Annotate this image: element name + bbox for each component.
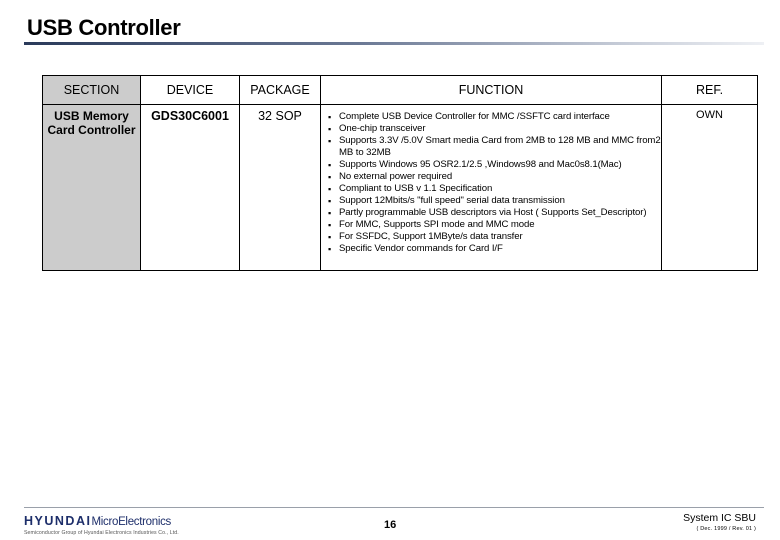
feature-item: ▪ Support 12Mbits/s "full speed" serial data transmission bbox=[339, 195, 661, 207]
logo-brand: HYUNDAI bbox=[24, 514, 92, 528]
product-table bbox=[42, 75, 758, 271]
feature-item: ▪ Partly programmable USB descriptors via Host ( Supports Set_Descriptor) bbox=[339, 207, 661, 219]
revision-date: ( Dec. 1999 / Rev. 01 ) bbox=[696, 526, 756, 532]
feature-item: ▪ Specific Vendor commands for Card I/F bbox=[339, 243, 661, 255]
function-cell bbox=[321, 105, 662, 271]
section-cell bbox=[43, 105, 141, 271]
feature-list bbox=[327, 111, 661, 255]
column-header-section: SECTION bbox=[43, 76, 141, 105]
logo-division: MicroElectronics bbox=[91, 516, 172, 528]
section-name-line1: USB Memory bbox=[54, 109, 129, 123]
feature-item: ▪ One-chip transceiver bbox=[339, 123, 661, 135]
page-number: 16 bbox=[384, 519, 397, 531]
device-cell: GDS30C6001 bbox=[141, 105, 240, 271]
footer-department bbox=[683, 512, 756, 534]
logo-tagline: Semiconductor Group of Hyundai Electronics Industries Co., Ltd. bbox=[24, 530, 179, 536]
table-row bbox=[43, 105, 758, 271]
footer-divider bbox=[24, 507, 764, 508]
ref-cell: OWN bbox=[662, 105, 758, 271]
feature-item: ▪ For MMC, Supports SPI mode and MMC mode bbox=[339, 219, 661, 231]
column-header-device: DEVICE bbox=[141, 76, 240, 105]
table-header-row bbox=[43, 76, 758, 105]
section-name-line2: Card Controller bbox=[47, 123, 136, 137]
column-header-function: FUNCTION bbox=[321, 76, 662, 105]
feature-item: ▪ No external power required bbox=[339, 171, 661, 183]
column-header-package: PACKAGE bbox=[240, 76, 321, 105]
company-logo bbox=[24, 514, 179, 536]
page-title: USB Controller bbox=[27, 15, 181, 40]
column-header-ref: REF. bbox=[662, 76, 758, 105]
feature-item: ▪ Supports Windows 95 OSR2.1/2.5 ,Windows98 and Mac0s8.1(Mac) bbox=[339, 159, 661, 171]
department-name: System IC SBU bbox=[683, 512, 756, 524]
feature-item: ▪ Complete USB Device Controller for MMC /SSFTC card interface bbox=[339, 111, 661, 123]
feature-item: ▪ Compliant to USB v 1.1 Specification bbox=[339, 183, 661, 195]
title-underline bbox=[24, 42, 764, 45]
package-cell: 32 SOP bbox=[240, 105, 321, 271]
feature-item: ▪ Supports 3.3V /5.0V Smart media Card from 2MB to 128 MB and MMC from2 MB to 32MB bbox=[339, 135, 661, 159]
feature-item: ▪ For SSFDC, Support 1MByte/s data transfer bbox=[339, 231, 661, 243]
logo-wordmark bbox=[24, 514, 179, 529]
